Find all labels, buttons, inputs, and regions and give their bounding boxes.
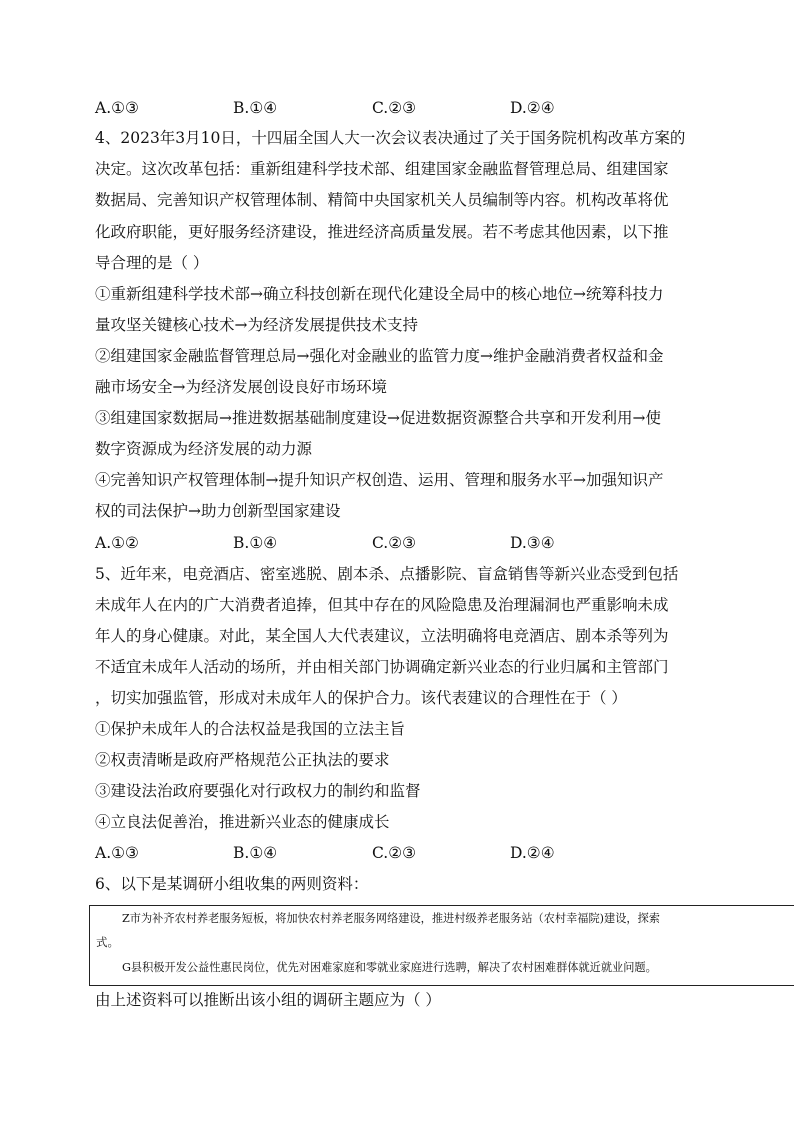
q5-item-3: ③建设法治政府要强化对行政权力的制约和监督 xyxy=(95,782,421,800)
q6-question: 由上述资料可以推断出该小组的调研主题应为（ ） xyxy=(95,991,441,1009)
q4-option-a: A.①② xyxy=(95,534,139,552)
q4-line: 数据局、完善知识产权管理体制、精简中央国家机关人员编制等内容。机构改革将优 xyxy=(95,191,669,209)
q6-material-1: Z市为补齐农村养老服务短板，将加快农村养老服务网络建设，推进村级养老服务站（农村幸福院)建设，探索 xyxy=(122,912,660,925)
q5-item-2: ②权责清晰是政府严格规范公正执法的要求 xyxy=(95,751,390,769)
q4-item-3: ③组建国家数据局→推进数据基础制度建设→促进数据资源整合共享和开发利用→使 xyxy=(95,409,661,427)
q5-item-1: ①保护未成年人的合法权益是我国的立法主旨 xyxy=(95,720,406,738)
q4-item-2-cont: 融市场安全→为经济发展创设良好市场环境 xyxy=(95,378,387,396)
q4-line: 导合理的是（ ） xyxy=(95,254,209,272)
q5-line: 5、近年来，电竞酒店、密室逃脱、剧本杀、点播影院、盲盒销售等新兴业态受到包括 xyxy=(95,565,679,583)
q4-line: 决定。这次改革包括：重新组建科学技术部、组建国家金融监督管理总局、组建国家 xyxy=(95,160,669,178)
q4-line: 4、2023年3月10日，十四届全国人大一次会议表决通过了关于国务院机构改革方案的 xyxy=(95,129,686,147)
q6-material-box xyxy=(89,905,794,986)
q4-item-2: ②组建国家金融监督管理总局→强化对金融业的监管力度→维护金融消费者权益和金 xyxy=(95,347,664,365)
q4-item-3-cont: 数字资源成为经济发展的动力源 xyxy=(95,440,313,458)
q3-option-c: C.②③ xyxy=(372,99,417,117)
q4-item-1: ①重新组建科学技术部→确立科技创新在现代化建设全局中的核心地位→统筹科技力 xyxy=(95,285,664,303)
q5-line: 未成年人在内的广大消费者追捧，但其中存在的风险隐患及治理漏洞也严重影响未成 xyxy=(95,596,669,614)
q3-option-a: A.①③ xyxy=(95,99,139,117)
q6-material-2: G县积极开发公益性惠民岗位，优先对困难家庭和零就业家庭进行选聘，解决了农村困难群体就近就业问题。 xyxy=(122,961,657,974)
q4-option-d: D.③④ xyxy=(510,534,555,552)
q5-line: 不适宜未成年人活动的场所，并由相关部门协调确定新兴业态的行业归属和主管部门 xyxy=(95,658,669,676)
q4-option-b: B.①④ xyxy=(233,534,278,552)
q5-option-c: C.②③ xyxy=(372,844,417,862)
q4-item-1-cont: 量攻坚关键核心技术→为经济发展提供技术支持 xyxy=(95,316,418,334)
q5-option-b: B.①④ xyxy=(233,844,278,862)
q6-material-1-cont: 式。 xyxy=(96,935,119,949)
q5-option-d: D.②④ xyxy=(510,844,555,862)
q5-line: ，切实加强监管，形成对未成年人的保护合力。该代表建议的合理性在于（ ） xyxy=(95,689,627,707)
q3-option-d: D.②④ xyxy=(510,99,555,117)
q6-intro: 6、以下是某调研小组收集的两则资料： xyxy=(95,875,369,893)
q4-item-4-cont: 权的司法保护→助力创新型国家建设 xyxy=(95,502,341,520)
q5-option-a: A.①③ xyxy=(95,844,139,862)
q3-option-b: B.①④ xyxy=(233,99,278,117)
q5-line: 年人的身心健康。对此，某全国人大代表建议，立法明确将电竞酒店、剧本杀等列为 xyxy=(95,627,669,645)
q4-line: 化政府职能，更好服务经济建设，推进经济高质量发展。若不考虑其他因素，以下推 xyxy=(95,223,669,241)
q4-option-c: C.②③ xyxy=(372,534,417,552)
q4-item-4: ④完善知识产权管理体制→提升知识产权创造、运用、管理和服务水平→加强知识产 xyxy=(95,471,664,489)
q5-item-4: ④立良法促善治，推进新兴业态的健康成长 xyxy=(95,813,390,831)
